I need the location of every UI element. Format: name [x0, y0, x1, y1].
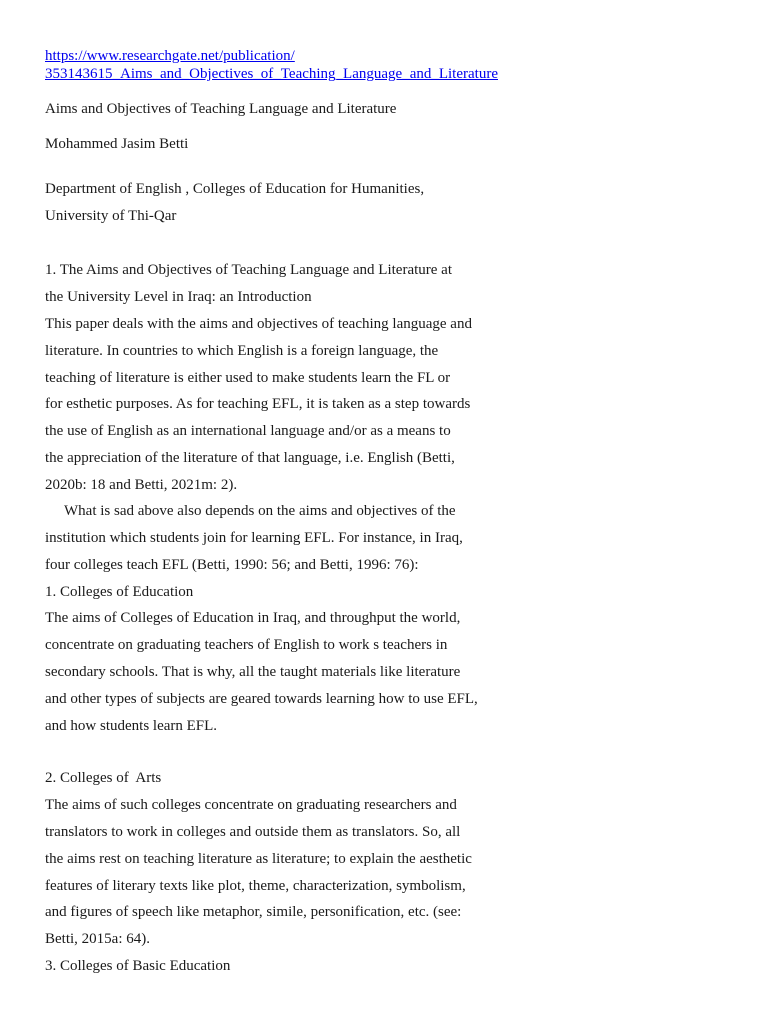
document-title: Aims and Objectives of Teaching Language and Literature: [45, 101, 397, 117]
paragraph-line: translators to work in colleges and outside them as translators. So, all: [45, 824, 461, 840]
paragraph-line: literature. In countries to which English is a foreign language, the: [45, 343, 439, 359]
paragraph-line: The aims of Colleges of Education in Iraq, and throughput the world,: [45, 610, 461, 626]
colleges-basic-education-heading: 3. Colleges of Basic Education: [45, 958, 231, 974]
paragraph-line: concentrate on graduating teachers of English to work s teachers in: [45, 637, 448, 653]
paragraph-line: secondary schools. That is why, all the taught materials like literature: [45, 664, 461, 680]
paragraph-line: the appreciation of the literature of that language, i.e. English (Betti,: [45, 450, 455, 466]
colleges-education-heading: 1. Colleges of Education: [45, 584, 194, 600]
paragraph-line: the aims rest on teaching literature as literature; to explain the aesthetic: [45, 851, 472, 867]
paragraph-line: and how students learn EFL.: [45, 718, 218, 734]
colleges-arts-heading: 2. Colleges of Arts: [45, 770, 162, 786]
affiliation-line-1: Department of English , Colleges of Education for Humanities,: [45, 181, 425, 197]
affiliation-line-2: University of Thi-Qar: [45, 208, 177, 224]
paragraph-line: What is sad above also depends on the aims and objectives of the: [64, 503, 456, 519]
paragraph-line: and other types of subjects are geared towards learning how to use EFL,: [45, 691, 478, 707]
paragraph-line: This paper deals with the aims and objectives of teaching language and: [45, 316, 472, 332]
paragraph-line: The aims of such colleges concentrate on graduating researchers and: [45, 797, 457, 813]
section-heading-line-2: the University Level in Iraq: an Introduction: [45, 289, 312, 305]
paragraph-line: Betti, 2015a: 64).: [45, 931, 150, 947]
paragraph-line: and figures of speech like metaphor, simile, personification, etc. (see:: [45, 904, 462, 920]
source-link-line-2[interactable]: 353143615_Aims_and_Objectives_of_Teaching_Language_and_Literature: [45, 66, 498, 82]
paragraph-line: four colleges teach EFL (Betti, 1990: 56; and Betti, 1996: 76):: [45, 557, 419, 573]
paragraph-line: features of literary texts like plot, theme, characterization, symbolism,: [45, 878, 466, 894]
source-link-line-1[interactable]: https://www.researchgate.net/publication/: [45, 48, 295, 64]
paragraph-line: for esthetic purposes. As for teaching EFL, it is taken as a step towards: [45, 396, 471, 412]
paragraph-line: teaching of literature is either used to make students learn the FL or: [45, 370, 451, 386]
paragraph-line: 2020b: 18 and Betti, 2021m: 2).: [45, 477, 238, 493]
paragraph-line: the use of English as an international language and/or as a means to: [45, 423, 451, 439]
author-name: Mohammed Jasim Betti: [45, 136, 189, 152]
section-heading-line-1: 1. The Aims and Objectives of Teaching Language and Literature at: [45, 262, 453, 278]
paragraph-line: institution which students join for learning EFL. For instance, in Iraq,: [45, 530, 463, 546]
